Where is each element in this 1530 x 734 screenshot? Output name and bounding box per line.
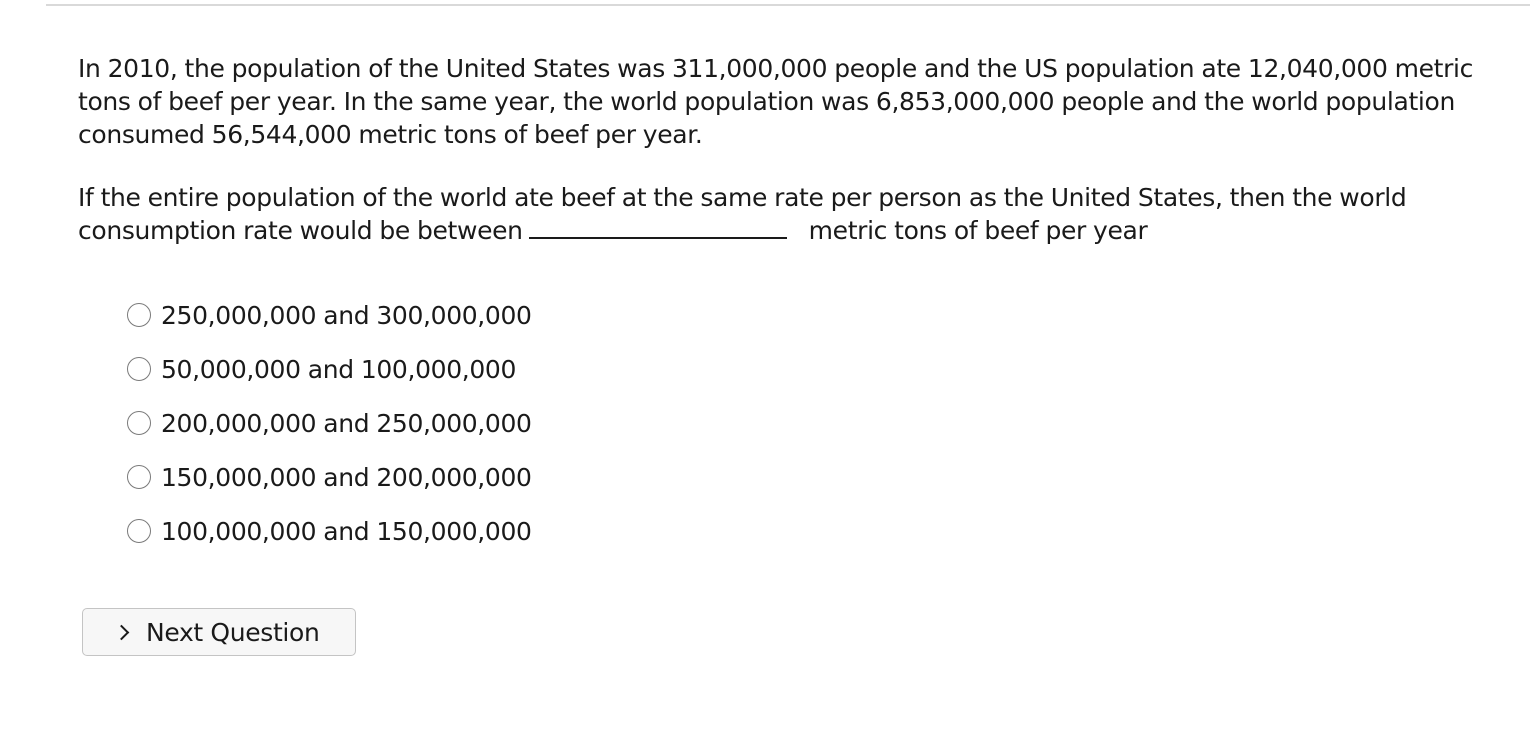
- question-paragraph-context: In 2010, the population of the United States was 311,000,000 people and the US population ate 12,040,000 metric tons of beef per year. In the same year, the world population was 6,853,000,000 people and the world population consumed 56,544,000 metric tons of beef per year.: [78, 54, 1474, 149]
- answer-option-label[interactable]: 200,000,000 and 250,000,000: [161, 408, 532, 438]
- question-text: [78, 52, 1498, 247]
- radio-button[interactable]: [127, 465, 151, 489]
- radio-button[interactable]: [127, 519, 151, 543]
- answer-option-label[interactable]: 100,000,000 and 150,000,000: [161, 516, 532, 546]
- answer-option[interactable]: [127, 288, 532, 342]
- chevron-right-icon: [114, 624, 130, 640]
- question-paragraph-prompt: [78, 181, 1498, 247]
- answer-option[interactable]: [127, 504, 532, 558]
- answer-option[interactable]: [127, 342, 532, 396]
- radio-button[interactable]: [127, 357, 151, 381]
- next-question-button[interactable]: [82, 608, 356, 656]
- prompt-text-after-blank: metric tons of beef per year: [808, 216, 1148, 245]
- answer-option-label[interactable]: 150,000,000 and 200,000,000: [161, 462, 532, 492]
- prompt-text-before-blank: If the entire population of the world ate beef at the same rate per person as the United States, then the world consumption rate would be between: [78, 183, 1407, 245]
- radio-button[interactable]: [127, 303, 151, 327]
- answer-option-label[interactable]: 50,000,000 and 100,000,000: [161, 354, 517, 384]
- answer-blank: [529, 215, 787, 239]
- answer-option[interactable]: [127, 396, 532, 450]
- answer-option[interactable]: [127, 450, 532, 504]
- answer-option-label[interactable]: 250,000,000 and 300,000,000: [161, 300, 532, 330]
- radio-button[interactable]: [127, 411, 151, 435]
- next-question-label: Next Question: [146, 617, 320, 647]
- top-divider: [46, 4, 1530, 6]
- answer-options: [127, 288, 532, 558]
